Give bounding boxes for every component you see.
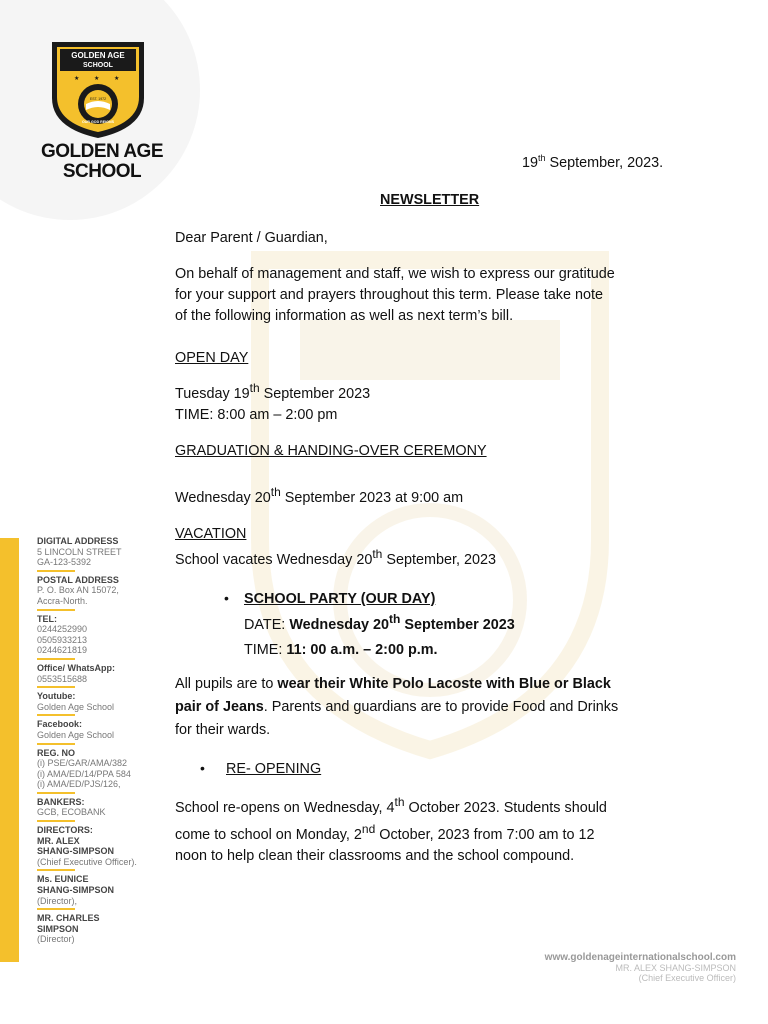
youtube-heading: Youtube:: [37, 691, 76, 702]
director-name: MR. CHARLES: [37, 913, 100, 924]
digital-address-block: [37, 536, 167, 572]
divider: [37, 908, 75, 910]
reopening-heading: RE- OPENING: [226, 761, 322, 777]
digital-address-line: 5 LINCOLN STREET: [37, 546, 122, 557]
party-date-suffix: th: [389, 612, 401, 626]
logo-school-text: SCHOOL: [83, 62, 113, 69]
director-name: MR. ALEX: [37, 835, 80, 846]
postal-address-line: Accra-North.: [37, 595, 88, 606]
party-time: [244, 640, 704, 661]
open-day-time: TIME: 8:00 am – 2:00 pm: [175, 406, 338, 423]
reg-no-line: (i) AMA/ED/PJS/126,: [37, 779, 121, 790]
open-day-heading: OPEN DAY: [175, 350, 249, 366]
party-date-rest: September 2023: [400, 616, 515, 633]
tel-number: 0244621819: [37, 645, 88, 656]
vacation-day: 20: [356, 551, 373, 568]
dress-code-text: . Parents and guardians are to provide Food and Drinks: [263, 699, 619, 715]
svg-text:★: ★: [74, 76, 80, 82]
brand-line-2: SCHOOL: [62, 161, 142, 182]
reopening-day: 4: [386, 799, 395, 816]
office-whatsapp-heading: Office/ WhatsApp:: [37, 662, 115, 673]
reg-no-block: [37, 748, 167, 794]
bankers-line: GCB, ECOBANK: [37, 807, 106, 818]
director-name: Ms. EUNICE: [37, 874, 89, 885]
intro-paragraph: [175, 264, 705, 327]
reopening-paragraph: [175, 792, 705, 867]
newsletter-title: NEWSLETTER: [380, 192, 480, 208]
reopening-suffix: th: [394, 795, 405, 809]
vacation-text: School vacates Wednesday: [175, 551, 357, 568]
director-name: SIMPSON: [37, 923, 79, 934]
date-rest: September, 2023.: [545, 155, 664, 171]
logo-top-text: GOLDEN AGE: [71, 51, 125, 60]
director-role: (Director),: [37, 895, 77, 906]
date-suffix: th: [538, 153, 546, 164]
directors-block: [37, 825, 167, 945]
reg-no-line: (i) PSE/GAR/AMA/382: [37, 758, 128, 769]
intro-line: On behalf of management and staff, we wish to express our gratitude: [175, 266, 615, 282]
reopening-line: [175, 819, 705, 846]
bullet-icon: •: [200, 760, 205, 776]
dress-code-text: All pupils are to: [175, 676, 278, 692]
tel-heading: TEL:: [37, 613, 57, 624]
tel-block: [37, 614, 167, 660]
dress-code-line: [175, 673, 705, 696]
divider: [37, 570, 75, 572]
letter-date: [522, 155, 663, 171]
svg-text:★: ★: [94, 76, 100, 82]
postal-address-line: P. O. Box AN 15072,: [37, 585, 119, 596]
graduation-date-rest: September 2023 at 9:00 am: [280, 489, 464, 506]
divider: [37, 869, 75, 871]
vacation-heading: VACATION: [175, 526, 247, 542]
contact-sidebar: [37, 536, 167, 948]
reopening-suffix: nd: [361, 821, 376, 836]
reopening-text: School re-opens on Wednesday,: [175, 799, 387, 816]
reopening-line: [175, 792, 705, 819]
dress-code-line: [175, 696, 705, 719]
open-day-date-suffix: th: [249, 381, 260, 395]
reopening-text: . Students should: [495, 799, 607, 816]
sidebar-accent-stripe: [0, 538, 19, 962]
dress-code-bold: wear their White Polo Lacoste with Blue or Black: [277, 676, 611, 692]
youtube-channel: Golden Age School: [37, 701, 115, 712]
brand-line-1: GOLDEN AGE: [40, 141, 164, 162]
digital-address-line: GA-123-5392: [37, 557, 92, 568]
party-date-text: Wednesday 20: [289, 616, 390, 633]
party-date-label: DATE:: [244, 616, 290, 633]
party-bullet-item: [224, 588, 435, 610]
director-role: (Chief Executive Officer).: [37, 856, 137, 867]
youtube-block: [37, 691, 167, 716]
divider: [37, 714, 75, 716]
postal-address-block: [37, 575, 167, 611]
logo-motto-text: OUR GOD REIGNS: [82, 120, 114, 124]
school-crest-logo: [50, 40, 146, 140]
reg-no-line: (i) AMA/ED/14/PPA 584: [37, 768, 131, 779]
divider: [37, 743, 75, 745]
director-name: SHANG-SIMPSON: [37, 846, 115, 857]
date-day: 19: [522, 155, 539, 171]
vacation-rest: September, 2023: [382, 551, 496, 568]
tel-number: 0505933213: [37, 634, 88, 645]
svg-text:★: ★: [114, 76, 120, 82]
director-role: (Director): [37, 934, 75, 945]
directors-heading: DIRECTORS:: [37, 825, 93, 836]
salutation: Dear Parent / Guardian,: [175, 230, 328, 246]
open-day-details: [175, 378, 705, 426]
divider: [37, 609, 75, 611]
vacation-suffix: th: [372, 547, 383, 561]
bankers-block: [37, 797, 167, 822]
intro-line: for your support and prayers throughout this term. Please take note: [175, 287, 603, 303]
open-day-date-text: Tuesday 19: [175, 385, 250, 402]
intro-line: of the following information as well as next term’s bill.: [175, 308, 514, 324]
dress-code-bold: pair of Jeans: [175, 699, 264, 715]
footer-signatory-role: (Chief Executive Officer): [638, 973, 736, 983]
director-name: SHANG-SIMPSON: [37, 885, 115, 896]
open-day-date: [175, 378, 705, 405]
bankers-heading: BANKERS:: [37, 796, 85, 807]
postal-address-heading: POSTAL ADDRESS: [37, 574, 119, 585]
graduation-date-text: Wednesday 20: [175, 489, 271, 506]
reopening-text: come to school on Monday, 2: [175, 826, 362, 843]
graduation-heading: GRADUATION & HANDING-OVER CEREMONY: [175, 443, 487, 459]
party-time-label: TIME:: [244, 642, 287, 658]
party-date: [244, 609, 704, 636]
website-link[interactable]: www.goldenageinternationalschool.com: [544, 952, 736, 963]
divider: [37, 820, 75, 822]
open-day-date-rest: September 2023: [259, 385, 371, 402]
office-whatsapp-number: 0553515688: [37, 673, 88, 684]
graduation-date-suffix: th: [270, 485, 281, 499]
divider: [37, 686, 75, 688]
reopening-text: October, 2023 from 7:00 am to 12: [375, 826, 595, 843]
logo-est-text: EST. 1972: [89, 97, 107, 101]
reopening-bullet-item: [200, 758, 321, 780]
reopening-date-rest: October 2023: [404, 799, 496, 816]
party-heading: SCHOOL PARTY (OUR DAY): [244, 591, 436, 607]
reg-no-heading: REG. NO: [37, 747, 76, 758]
party-time-value: 11: 00 a.m. – 2:00 p.m.: [286, 642, 438, 658]
divider: [37, 658, 75, 660]
digital-address-heading: DIGITAL ADDRESS: [37, 536, 119, 546]
office-whatsapp-block: [37, 663, 167, 688]
facebook-block: [37, 719, 167, 744]
vacation-line: [175, 544, 705, 571]
letter-footer: [545, 952, 736, 983]
facebook-heading: Facebook:: [37, 719, 83, 730]
reopening-line: noon to help clean their classrooms and the school compound.: [175, 847, 575, 864]
bullet-icon: •: [224, 590, 229, 606]
divider: [37, 792, 75, 794]
brand-wordmark: [32, 142, 172, 182]
dress-code-paragraph: [175, 673, 705, 742]
facebook-page: Golden Age School: [37, 729, 115, 740]
tel-number: 0244252990: [37, 624, 88, 635]
graduation-date: [175, 482, 705, 509]
dress-code-line: for their wards.: [175, 722, 271, 738]
footer-signatory-name: MR. ALEX SHANG-SIMPSON: [615, 963, 736, 973]
